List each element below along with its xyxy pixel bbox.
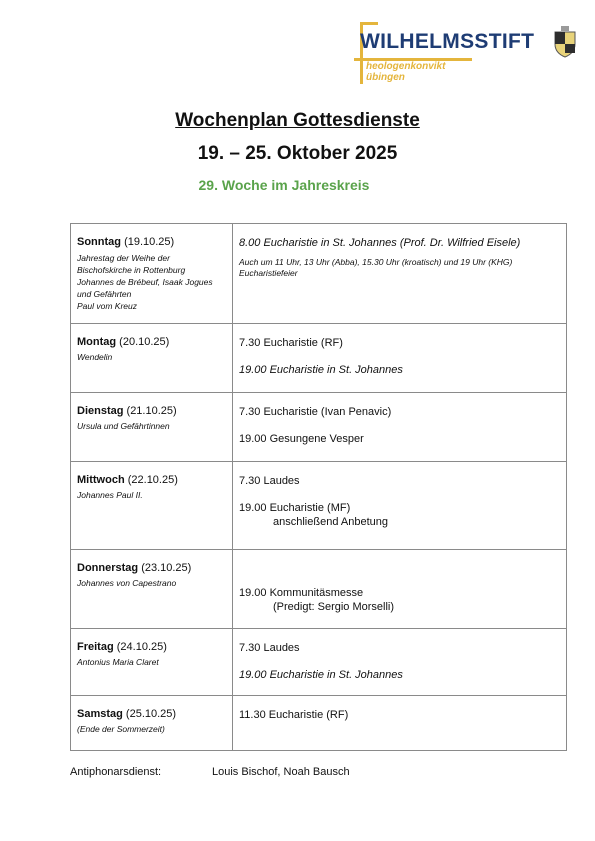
logo-subline-1: heologenkonvikt xyxy=(366,61,446,72)
day-name: Samstag xyxy=(77,708,123,720)
service-note: Auch um 11 Uhr, 13 Uhr (Abba), 15.30 Uhr (kroatisch) und 19 Uhr (KHG) Eucharistiefeier xyxy=(239,257,513,278)
feast-text: Jahrestag der Weihe der Bischofskirche in Rottenburg xyxy=(77,253,186,275)
services-cell xyxy=(233,550,567,629)
day-cell xyxy=(71,696,233,751)
service-line: 8.00 Eucharistie in St. Johannes (Prof. Dr. Wilfried Eisele) xyxy=(239,237,521,249)
service-line: 19.00 Eucharistie (MF) xyxy=(239,502,351,514)
table-row xyxy=(71,550,567,629)
services-cell xyxy=(233,224,567,324)
crest-icon xyxy=(552,26,578,58)
table-row xyxy=(71,324,567,393)
service-line: 7.30 Eucharistie (Ivan Penavic) xyxy=(239,406,392,418)
services-cell xyxy=(233,324,567,393)
day-name: Mittwoch xyxy=(77,474,125,486)
table-row xyxy=(71,393,567,462)
service-line: 19.00 Eucharistie in St. Johannes xyxy=(239,669,403,681)
service-line: 19.00 Eucharistie in St. Johannes xyxy=(239,364,403,376)
footer-value: Louis Bischof, Noah Bausch xyxy=(212,766,350,778)
service-line: 7.30 Laudes xyxy=(239,642,300,654)
page-title: Wochenplan Gottesdienste xyxy=(175,110,420,131)
services-cell xyxy=(233,696,567,751)
day-date: (19.10.25) xyxy=(124,236,175,248)
day-date: (20.10.25) xyxy=(119,336,170,348)
day-cell xyxy=(71,629,233,696)
table-row xyxy=(71,462,567,550)
service-line: 19.00 Kommunitäsmesse xyxy=(239,587,364,599)
service-line: 11.30 Eucharistie (RF) xyxy=(239,709,349,721)
day-cell xyxy=(71,462,233,550)
logo-brand: WILHELMSSTIFT xyxy=(360,30,535,53)
date-range: 19. – 25. Oktober 2025 xyxy=(197,143,398,164)
schedule-table xyxy=(70,223,567,751)
services-cell xyxy=(233,393,567,462)
table-row xyxy=(71,696,567,751)
liturgical-week: 29. Woche im Jahreskreis xyxy=(198,177,370,193)
feast-text: Paul vom Kreuz xyxy=(77,301,137,311)
feast-text: Antonius Maria Claret xyxy=(77,657,159,667)
day-cell xyxy=(71,324,233,393)
day-date: (25.10.25) xyxy=(125,708,177,720)
day-cell xyxy=(71,550,233,629)
day-date: (24.10.25) xyxy=(116,641,167,653)
day-name: Montag xyxy=(77,336,117,348)
feast-text: Johannes von Capestrano xyxy=(77,578,177,588)
table-row xyxy=(71,224,567,324)
feast-text: Wendelin xyxy=(77,352,113,362)
day-name: Sonntag xyxy=(77,236,121,248)
wilhelmsstift-logo xyxy=(354,14,586,84)
day-date: (21.10.25) xyxy=(126,405,177,417)
day-cell xyxy=(71,224,233,324)
feast-text: Ursula und Gefährtinnen xyxy=(77,421,170,431)
services-cell xyxy=(233,629,567,696)
day-name: Donnerstag xyxy=(77,562,139,574)
feast-text: (Ende der Sommerzeit) xyxy=(77,724,165,734)
day-date: (23.10.25) xyxy=(141,562,192,574)
day-name: Dienstag xyxy=(77,405,124,417)
service-line: 19.00 Gesungene Vesper xyxy=(239,433,364,445)
day-cell xyxy=(71,393,233,462)
service-line: anschließend Anbetung xyxy=(273,516,388,528)
table-row xyxy=(71,629,567,696)
footer-label: Antiphonarsdienst: xyxy=(70,766,162,778)
day-name: Freitag xyxy=(77,641,114,653)
feast-text: Johannes Paul II. xyxy=(77,490,143,500)
day-date: (22.10.25) xyxy=(127,474,178,486)
services-cell xyxy=(233,462,567,550)
service-line: 7.30 Eucharistie (RF) xyxy=(239,337,343,349)
feast-text: Johannes de Brébeuf, Isaak Jogues und Gefährten xyxy=(77,277,213,299)
service-line: (Predigt: Sergio Morselli) xyxy=(273,601,395,613)
antiphonar-service xyxy=(70,766,350,778)
service-line: 7.30 Laudes xyxy=(239,475,300,487)
logo-subline-2: übingen xyxy=(366,72,405,83)
